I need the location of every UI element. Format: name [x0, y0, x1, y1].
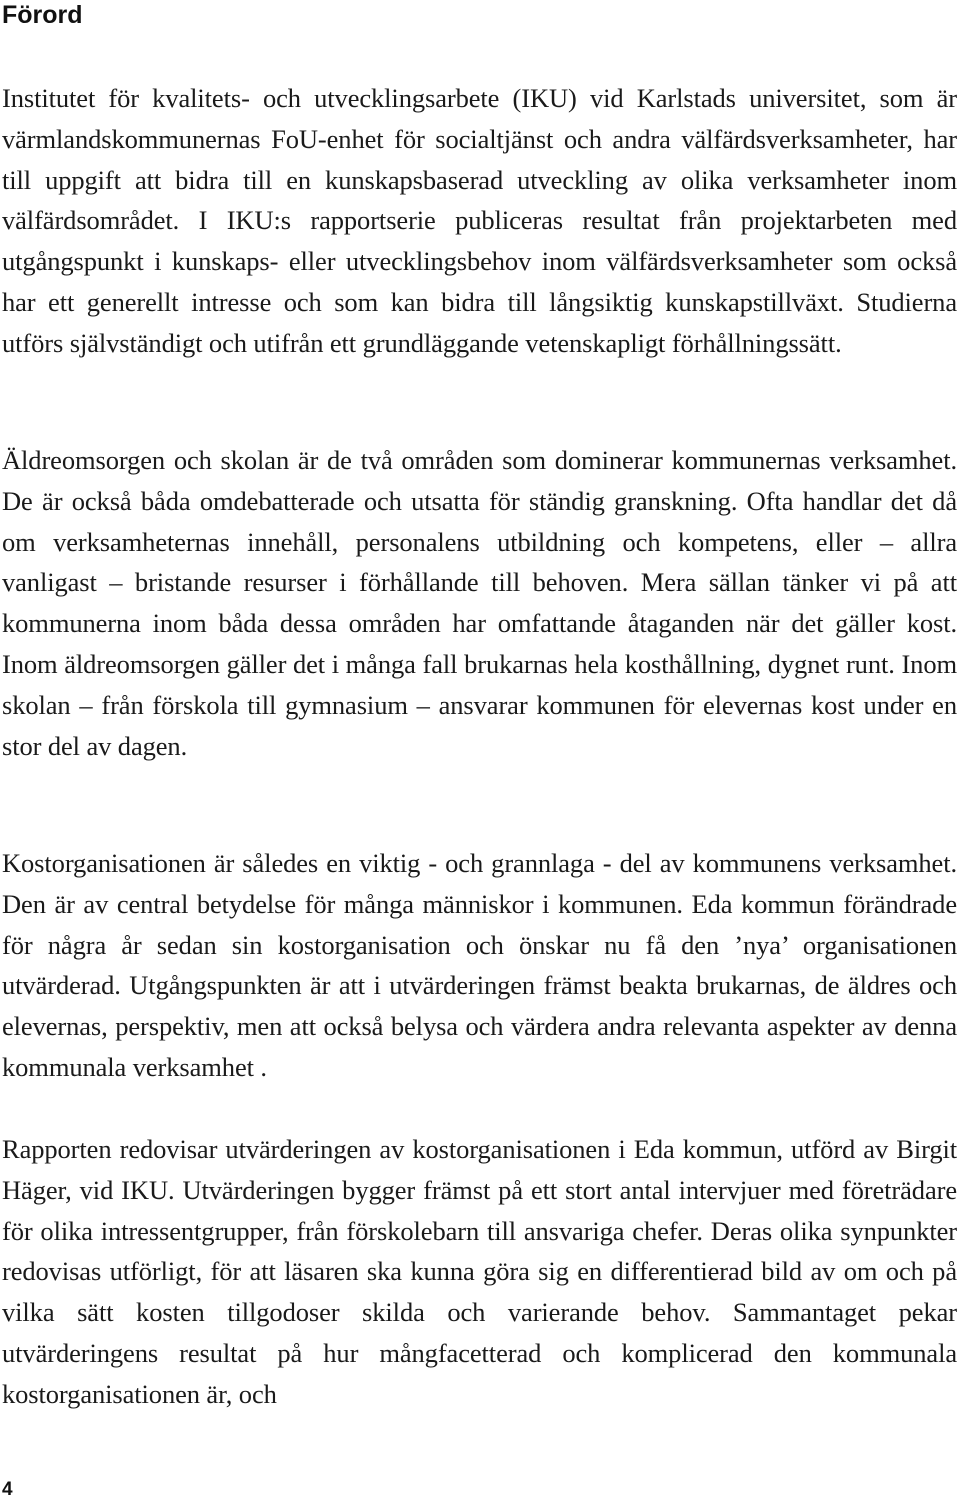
- paragraph-eldercare-school: Äldreomsorgen och skolan är de två områden som dominerar kommunernas verksamhet. De är också båda omdebatterade och utsatta för ständig granskning. Ofta handlar det då om verksamheternas innehåll, personalens utbildning och kompetens, eller – allra vanligast – bristande resurser i förhållande till behoven. Mera sällan tänker vi på att kommunerna inom båda dessa områden har omfattande åtaganden när det gäller kost. Inom äldreomsorgen gäller det i många fall brukarnas hela kosthållning, dygnet runt. Inom skolan – från förskola till gymnasium – ansvarar kommunen för elevernas kost under en stor del av dagen.: [2, 445, 957, 761]
- paragraph-report: Rapporten redovisar utvärderingen av kostorganisationen i Eda kommun, utförd av Birgit Häger, vid IKU. Utvärderingen bygger främst på ett stort antal intervjuer med företrädare för olika intressentgrupper, från förskolebarn till ansvariga chefer. Deras olika synpunkter redovisas utförligt, för att läsaren ska kunna göra sig en differentierad bild av om och på vilka sätt kosten tillgodoser skilda och varierande behov. Sammantaget pekar utvärderingens resultat på hur mångfacetterad och komplicerad den kommunala kostorganisationen är, och: [2, 1134, 957, 1409]
- page-title: Förord: [2, 1, 83, 29]
- paragraph-kostorganisation: Kostorganisationen är således en viktig - och grannlaga - del av kommunens verksamhet. Den är av central betydelse för många människor i kommunen. Eda kommun förändrade för några år sedan sin kostorganisation och önskar nu få den ’nya’ organisationen utvärderad. Utgångspunkten är att i utvärderingen främst beakta brukarnas, de äldres och elevernas, perspektiv, men att också belysa och värdera andra relevanta aspekter av denna kommunala verksamhet .: [2, 848, 957, 1082]
- page-number: 4: [2, 1479, 13, 1500]
- paragraph-intro: Institutet för kvalitets- och utvecklingsarbete (IKU) vid Karlstads universitet, som är värmlandskommunernas FoU-enhet för socialtjänst och andra välfärdsverksamheter, har till uppgift att bidra till en kunskapsbaserad utveckling av olika verksamheter inom välfärdsområdet. I IKU:s rapportserie publiceras resultat från projektarbeten med utgångspunkt i kunskaps- eller utvecklingsbehov inom välfärdsverksamheter som också har ett generellt intresse och som kan bidra till långsiktig kunskapstillväxt. Studierna utförs självständigt och utifrån ett grundläggande vetenskapligt förhållningssätt.: [2, 83, 957, 358]
